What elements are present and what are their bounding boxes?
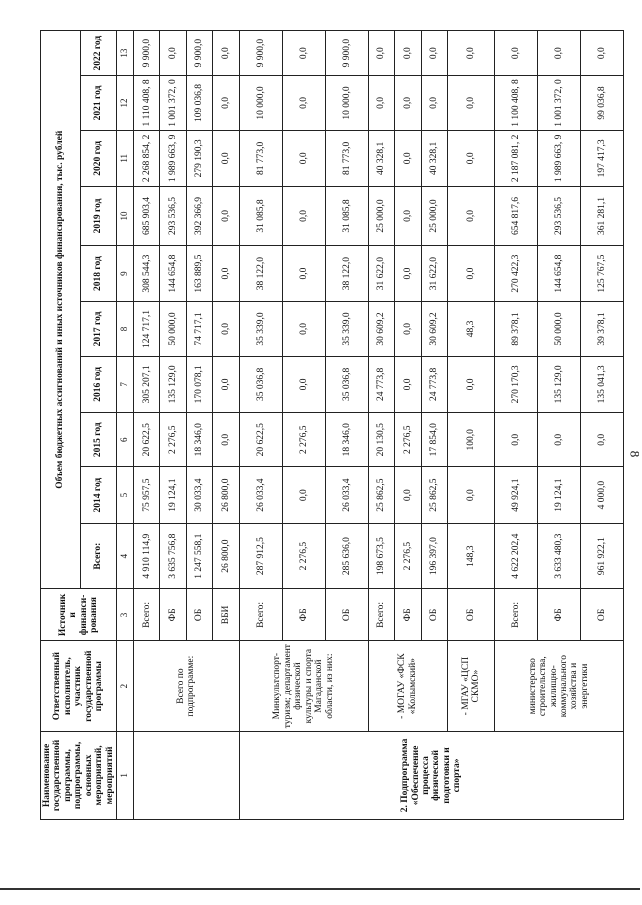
value-cell: 0,0: [448, 245, 495, 302]
value-cell: 26 033,4: [325, 467, 368, 524]
source-cell: ОБ: [325, 589, 368, 641]
value-cell: 74 717,1: [186, 302, 212, 356]
value-cell: 9 900,0: [239, 31, 282, 76]
value-cell: 24 773,8: [368, 356, 394, 413]
value-cell: 18 346,0: [325, 413, 368, 467]
source-cell: Всего:: [134, 589, 160, 641]
col-number: 8: [117, 302, 134, 356]
value-cell: 0,0: [282, 187, 325, 246]
value-cell: 270 170,3: [494, 356, 537, 413]
value-cell: 135 129,0: [160, 356, 186, 413]
value-cell: 1 989 663, 9: [160, 130, 186, 187]
value-cell: 124 717,1: [134, 302, 160, 356]
value-cell: 3 635 756,8: [160, 523, 186, 589]
value-cell: 285 636,0: [325, 523, 368, 589]
value-cell: 10 000,0: [325, 76, 368, 130]
value-cell: 4 910 114,9: [134, 523, 160, 589]
header-year: 2016 год: [81, 356, 117, 413]
value-cell: 109 036,8: [186, 76, 212, 130]
value-cell: 125 767,5: [580, 245, 623, 302]
header-executor: Ответственный исполнитель, участник государственной программы: [41, 641, 117, 731]
value-cell: 0,0: [395, 302, 421, 356]
source-cell: Всего:: [239, 589, 282, 641]
value-cell: 0,0: [282, 76, 325, 130]
value-cell: 0,0: [213, 302, 239, 356]
value-cell: 0,0: [282, 467, 325, 524]
value-cell: 2 276,5: [282, 413, 325, 467]
value-cell: 0,0: [537, 413, 580, 467]
value-cell: 0,0: [395, 467, 421, 524]
col-number: 4: [117, 523, 134, 589]
value-cell: 89 378,1: [494, 302, 537, 356]
value-cell: 392 366,9: [186, 187, 212, 246]
value-cell: 18 346,0: [186, 413, 212, 467]
value-cell: 1 989 663, 9: [537, 130, 580, 187]
value-cell: 49 924,1: [494, 467, 537, 524]
value-cell: 0,0: [368, 76, 394, 130]
value-cell: 685 903,4: [134, 187, 160, 246]
value-cell: 170 078,1: [186, 356, 212, 413]
minsport-label: Минкультспорт- туризм; департамент физической культуры и спорта Магаданской области, из них:: [239, 641, 368, 731]
value-cell: 1 001 372, 0: [537, 76, 580, 130]
value-cell: 38 122,0: [325, 245, 368, 302]
value-cell: 287 912,5: [239, 523, 282, 589]
value-cell: 19 124,1: [537, 467, 580, 524]
value-cell: 0,0: [282, 302, 325, 356]
value-cell: 0,0: [395, 130, 421, 187]
value-cell: 0,0: [448, 356, 495, 413]
funding-table: [40, 30, 624, 820]
program-total-label: Всего по подпрограмме:: [134, 641, 240, 731]
value-cell: 2 276,5: [282, 523, 325, 589]
value-cell: 308 544,3: [134, 245, 160, 302]
col-number: 11: [117, 130, 134, 187]
value-cell: 0,0: [448, 187, 495, 246]
value-cell: 0,0: [282, 356, 325, 413]
value-cell: 198 673,5: [368, 523, 394, 589]
value-cell: 279 190,3: [186, 130, 212, 187]
header-funding-group: Объем бюджетных ассигнований и иных источников финансирования, тыс. рублей: [41, 31, 81, 589]
source-cell: ФБ: [160, 589, 186, 641]
value-cell: 2 276,5: [395, 523, 421, 589]
value-cell: 2 187 081, 2: [494, 130, 537, 187]
value-cell: 293 536,5: [537, 187, 580, 246]
source-cell: ОБ: [186, 589, 212, 641]
header-year: 2021 год: [81, 76, 117, 130]
value-cell: 0,0: [395, 31, 421, 76]
header-year: 2017 год: [81, 302, 117, 356]
subprogram-name: 2. Подпрограмма «Обеспечение процесса физической подготовки и спорта»: [239, 731, 623, 819]
value-cell: 31 622,0: [421, 245, 447, 302]
value-cell: 20 130,5: [368, 413, 394, 467]
value-cell: 3 633 480,3: [537, 523, 580, 589]
value-cell: 135 041,3: [580, 356, 623, 413]
value-cell: 1 100 408, 8: [494, 76, 537, 130]
value-cell: 100,0: [448, 413, 495, 467]
value-cell: 293 536,5: [160, 187, 186, 246]
value-cell: 99 036,8: [580, 76, 623, 130]
value-cell: 40 328,1: [421, 130, 447, 187]
header-year: 2018 год: [81, 245, 117, 302]
value-cell: 0,0: [494, 31, 537, 76]
col-number: 9: [117, 245, 134, 302]
value-cell: 35 339,0: [239, 302, 282, 356]
value-cell: 0,0: [282, 31, 325, 76]
value-cell: 25 862,5: [368, 467, 394, 524]
rotated-table: [40, 30, 620, 820]
value-cell: 25 000,0: [368, 187, 394, 246]
value-cell: 0,0: [213, 130, 239, 187]
value-cell: 17 854,0: [421, 413, 447, 467]
page-number: 8: [626, 450, 642, 458]
value-cell: 0,0: [448, 76, 495, 130]
mogau-label: - МОГАУ «ФСК «Колымский»: [368, 641, 447, 731]
header-name: Наименование государственной программы, подпрограммы, основных мероприятий, мероприятий: [41, 731, 117, 819]
value-cell: 0,0: [368, 31, 394, 76]
value-cell: 0,0: [213, 31, 239, 76]
value-cell: 31 622,0: [368, 245, 394, 302]
value-cell: 163 889,5: [186, 245, 212, 302]
col-number: 2: [117, 641, 134, 731]
value-cell: 144 654,8: [160, 245, 186, 302]
value-cell: 4 622 202,4: [494, 523, 537, 589]
header-year: 2014 год: [81, 467, 117, 524]
value-cell: 0,0: [494, 413, 537, 467]
value-cell: 0,0: [421, 76, 447, 130]
value-cell: 0,0: [395, 76, 421, 130]
value-cell: 361 281,1: [580, 187, 623, 246]
value-cell: 1 247 558,1: [186, 523, 212, 589]
value-cell: 9 900,0: [134, 31, 160, 76]
value-cell: 75 957,5: [134, 467, 160, 524]
value-cell: 0,0: [282, 130, 325, 187]
header-year: 2015 год: [81, 413, 117, 467]
value-cell: 30 033,4: [186, 467, 212, 524]
value-cell: 0,0: [282, 245, 325, 302]
value-cell: 1 001 372, 0: [160, 76, 186, 130]
value-cell: 2 276,5: [160, 413, 186, 467]
value-cell: 148,3: [448, 523, 495, 589]
value-cell: 81 773,0: [239, 130, 282, 187]
ministry-label: министерство строительства, жилищно- коммунального хозяйства и энергетики: [494, 641, 623, 731]
header-source: Источники финанси- рования: [41, 589, 117, 641]
value-cell: 0,0: [213, 356, 239, 413]
value-cell: 0,0: [395, 187, 421, 246]
value-cell: 0,0: [213, 76, 239, 130]
mgau-label: - МГАУ «ЦСП СКМО»: [448, 641, 495, 731]
value-cell: 25 862,5: [421, 467, 447, 524]
value-cell: 2 276,5: [395, 413, 421, 467]
col-number: 13: [117, 31, 134, 76]
header-year: 2019 год: [81, 187, 117, 246]
value-cell: 0,0: [448, 31, 495, 76]
value-cell: 26 800,0: [213, 523, 239, 589]
value-cell: 26 033,4: [239, 467, 282, 524]
col-number: 3: [117, 589, 134, 641]
value-cell: 20 622,5: [134, 413, 160, 467]
col-number: 7: [117, 356, 134, 413]
value-cell: 25 000,0: [421, 187, 447, 246]
value-cell: 81 773,0: [325, 130, 368, 187]
value-cell: 961 922,1: [580, 523, 623, 589]
value-cell: 0,0: [160, 31, 186, 76]
source-cell: ВБИ: [213, 589, 239, 641]
source-cell: ФБ: [537, 589, 580, 641]
value-cell: 0,0: [213, 187, 239, 246]
value-cell: 144 654,8: [537, 245, 580, 302]
value-cell: 35 036,8: [325, 356, 368, 413]
value-cell: 38 122,0: [239, 245, 282, 302]
value-cell: 0,0: [448, 130, 495, 187]
value-cell: 31 085,8: [239, 187, 282, 246]
value-cell: 0,0: [448, 467, 495, 524]
value-cell: 654 817,6: [494, 187, 537, 246]
value-cell: 24 773,8: [421, 356, 447, 413]
value-cell: 35 036,8: [239, 356, 282, 413]
value-cell: 9 900,0: [325, 31, 368, 76]
value-cell: 9 900,0: [186, 31, 212, 76]
value-cell: 50 000,0: [160, 302, 186, 356]
value-cell: 40 328,1: [368, 130, 394, 187]
value-cell: 26 800,0: [213, 467, 239, 524]
value-cell: 30 609,2: [421, 302, 447, 356]
value-cell: 197 417,3: [580, 130, 623, 187]
value-cell: 196 397,0: [421, 523, 447, 589]
value-cell: 2 268 854, 2: [134, 130, 160, 187]
value-cell: 305 207,1: [134, 356, 160, 413]
value-cell: 0,0: [213, 413, 239, 467]
value-cell: 10 000,0: [239, 76, 282, 130]
source-cell: Всего:: [368, 589, 394, 641]
source-cell: ОБ: [448, 589, 495, 641]
funding-table-container: [40, 30, 620, 820]
value-cell: 270 422,3: [494, 245, 537, 302]
header-year: 2022 год: [81, 31, 117, 76]
value-cell: 0,0: [395, 245, 421, 302]
value-cell: 1 110 408, 8: [134, 76, 160, 130]
value-cell: 48,3: [448, 302, 495, 356]
source-cell: ОБ: [421, 589, 447, 641]
value-cell: 0,0: [213, 245, 239, 302]
value-cell: 4 000,0: [580, 467, 623, 524]
bottom-scan-edge: [0, 888, 640, 890]
value-cell: 50 000,0: [537, 302, 580, 356]
col-number: 1: [117, 731, 134, 819]
source-cell: ФБ: [395, 589, 421, 641]
header-total: Всего:: [81, 523, 117, 589]
value-cell: 0,0: [580, 31, 623, 76]
col-number: 10: [117, 187, 134, 246]
value-cell: 39 378,1: [580, 302, 623, 356]
value-cell: 0,0: [421, 31, 447, 76]
empty-cell: [134, 731, 240, 819]
value-cell: 20 622,5: [239, 413, 282, 467]
col-number: 5: [117, 467, 134, 524]
value-cell: 30 609,2: [368, 302, 394, 356]
value-cell: 135 129,0: [537, 356, 580, 413]
col-number: 12: [117, 76, 134, 130]
source-cell: ФБ: [282, 589, 325, 641]
value-cell: 19 124,1: [160, 467, 186, 524]
source-cell: ОБ: [580, 589, 623, 641]
value-cell: 0,0: [395, 356, 421, 413]
col-number: 6: [117, 413, 134, 467]
header-year: 2020 год: [81, 130, 117, 187]
value-cell: 0,0: [537, 31, 580, 76]
value-cell: 35 339,0: [325, 302, 368, 356]
source-cell: Всего:: [494, 589, 537, 641]
value-cell: 31 085,8: [325, 187, 368, 246]
value-cell: 0,0: [580, 413, 623, 467]
